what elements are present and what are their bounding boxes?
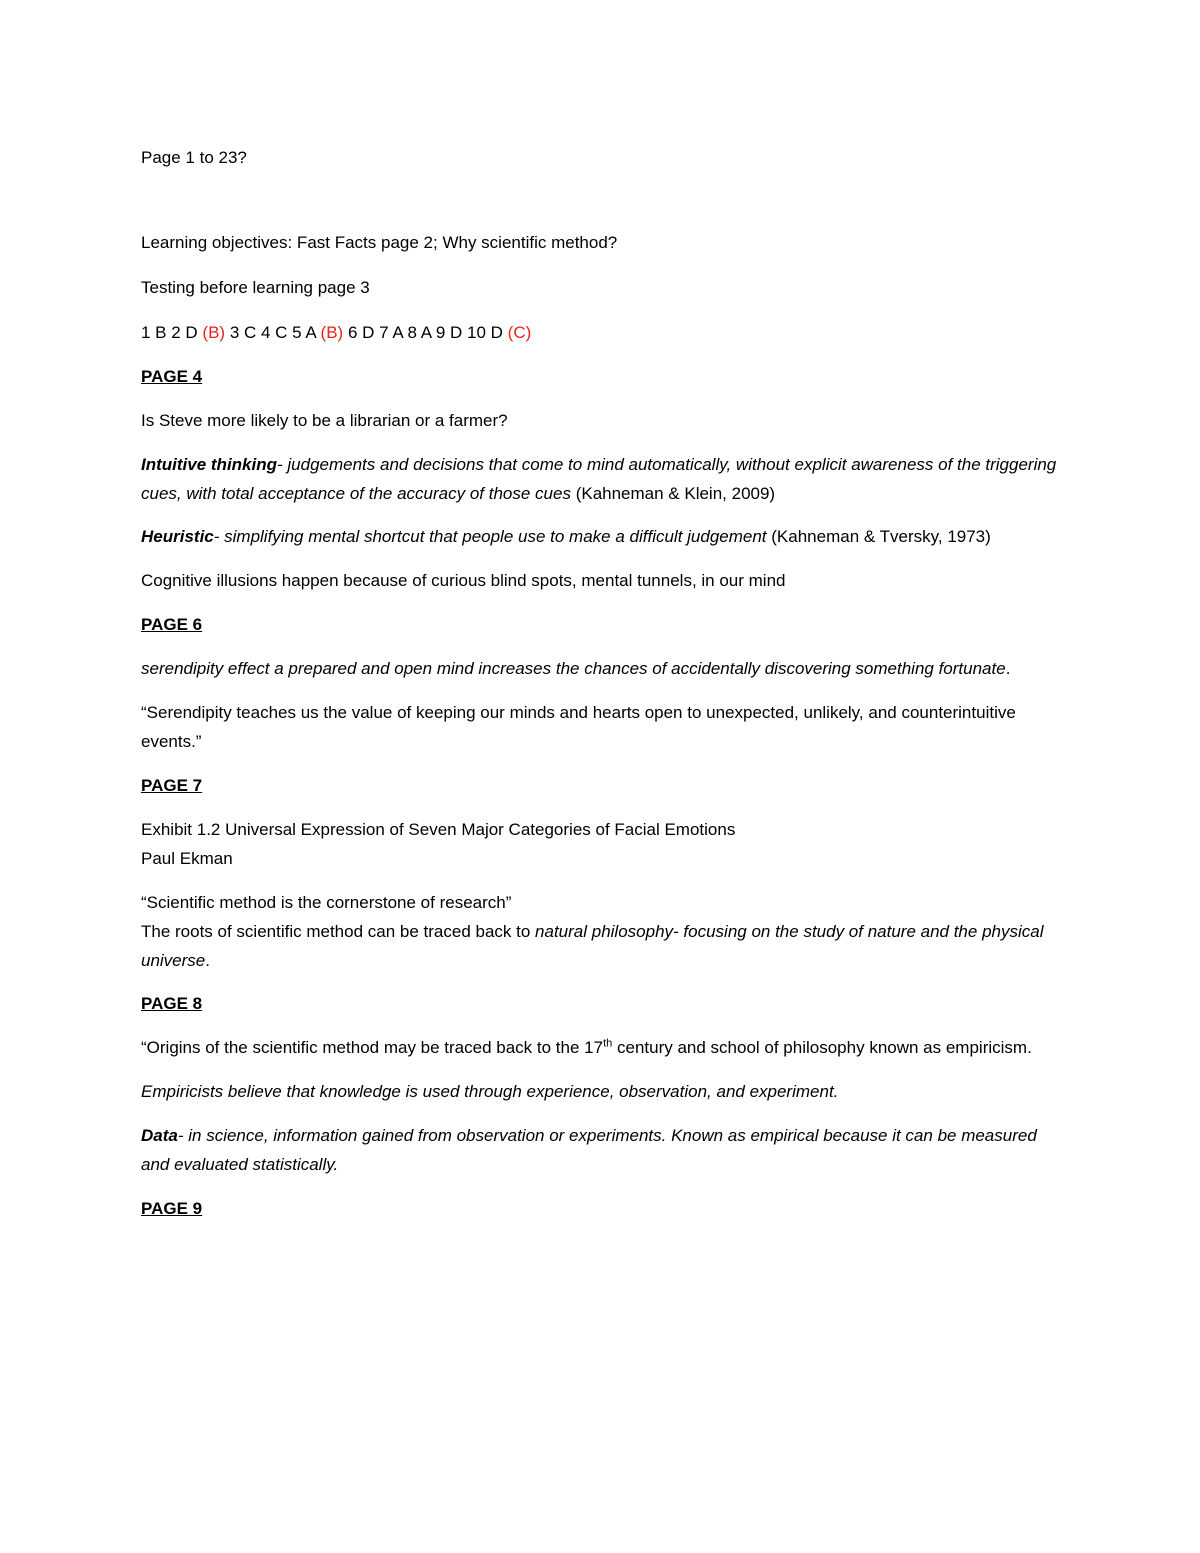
origins-text-a: “Origins of the scientific method may be traced back to the 17 [141,1038,604,1057]
heading-page-7: PAGE 7 [141,776,203,795]
testing-line: Testing before learning page 3 [141,278,370,297]
serendipity-period: . [1005,659,1011,678]
intuitive-thinking-term: Intuitive thinking [141,455,277,474]
heuristic-term: Heuristic [141,527,214,546]
data-definition [141,1121,1066,1179]
scientific-method-quote: “Scientific method is the cornerstone of research” [141,893,512,912]
steve-question: Is Steve more likely to be a librarian or a farmer? [141,411,508,430]
natural-philosophy-text: natural philosophy- focusing on the study of nature and the physical universe [141,922,1044,970]
data-text: - in science, information gained from observation or experiments. Known as empirical because it can be measured and evaluated statistically. [141,1126,1037,1174]
answer-key [141,318,1066,347]
origins-text-b: century and school of philosophy known as empiricism. [612,1038,1032,1057]
roots-period: . [205,951,210,970]
empiricists-belief: Empiricists believe that knowledge is used through experience, observation, and experiment. [141,1082,839,1101]
heading-page-6: PAGE 6 [141,615,203,634]
heading-page-9: PAGE 9 [141,1199,203,1218]
serendipity-definition [141,654,1066,683]
heading-page-8: PAGE 8 [141,994,203,1013]
origins-superscript: th [603,1037,613,1050]
intuitive-thinking-text: - judgements and decisions that come to mind automatically, without explicit awareness of the triggering cues, with total acceptance of the accuracy of those cues [141,455,1057,503]
answers-part-2: 3 C 4 C 5 A [225,323,321,342]
doc-title: Page 1 to 23? [141,148,247,167]
heuristic-text: - simplifying mental shortcut that people use to make a difficult judgement [213,527,767,546]
document-body [141,143,1066,1223]
heuristic-citation: (Kahneman & Tversky, 1973) [766,527,991,546]
answers-part-3: 6 D 7 A 8 A 9 D 10 D [343,323,508,342]
data-term: Data [141,1126,178,1145]
correction-3: (C) [507,323,532,342]
intuitive-thinking-definition [141,450,1066,508]
serendipity-quote: “Serendipity teaches us the value of keeping our minds and hearts open to unexpected, unlikely, and counterintuitive events.” [141,703,1016,751]
correction-1: (B) [202,323,226,342]
heuristic-definition [141,522,1066,551]
roots-text: The roots of scientific method can be traced back to [141,922,536,941]
heading-page-4: PAGE 4 [141,367,203,386]
correction-2: (B) [320,323,344,342]
cognitive-illusions: Cognitive illusions happen because of curious blind spots, mental tunnels, in our mind [141,571,786,590]
exhibit-caption: Exhibit 1.2 Universal Expression of Seven Major Categories of Facial Emotions [141,820,736,839]
intuitive-thinking-citation: (Kahneman & Klein, 2009) [570,484,776,503]
answers-part-1: 1 B 2 D [141,323,203,342]
natural-philosophy-line [141,917,1066,975]
learning-objectives: Learning objectives: Fast Facts page 2; Why scientific method? [141,233,618,252]
serendipity-text: serendipity effect a prepared and open mind increases the chances of accidentally discovering something fortunate [141,659,1006,678]
origins-empiricism [141,1033,1066,1062]
exhibit-author: Paul Ekman [141,849,233,868]
